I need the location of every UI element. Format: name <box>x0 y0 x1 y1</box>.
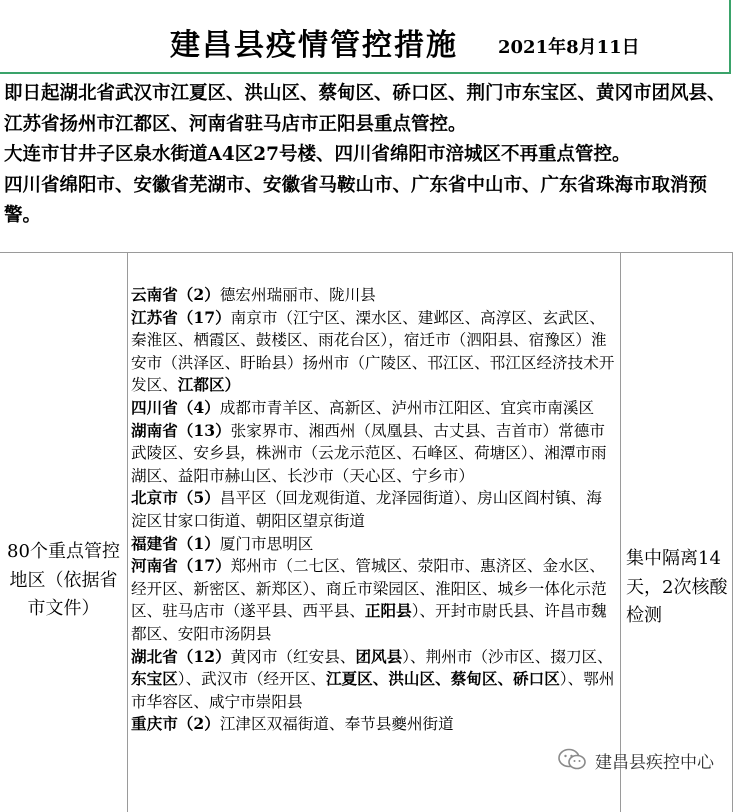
notice-lifted-control: 大连市甘井子区泉水街道A4区27号楼、四川省绵阳市涪城区不再重点管控。 <box>4 144 631 165</box>
highlighted-area: 江都区） <box>177 375 241 395</box>
area-list: ）、荆州市（沙市区、掇刀区、 <box>402 647 613 666</box>
area-list: ）、武汉市（经开区、 <box>177 670 326 689</box>
wechat-icon <box>557 747 587 773</box>
province-name: 江苏省（17） <box>131 307 231 327</box>
province-name: 湖北省（12） <box>131 646 231 666</box>
area-list: ）、开封市尉氏县、许昌市魏都区、安阳市汤阴县 <box>131 602 607 643</box>
area-list: 黄冈市（红安县、 <box>230 647 356 666</box>
province-name: 福建省（1） <box>131 533 220 553</box>
region-entry <box>131 307 617 397</box>
watermark-text: 建昌县疾控中心 <box>595 752 714 773</box>
area-list: ）、鄂州市华容区、咸宁市崇阳县 <box>131 670 615 711</box>
table-divider <box>620 252 621 812</box>
highlighted-area: 团风县 <box>355 646 403 666</box>
province-name: 重庆市（2） <box>131 714 220 734</box>
table-divider <box>127 252 128 812</box>
highlighted-area: 东宝区 <box>131 669 178 689</box>
area-list: 昌平区（回龙观街道、龙泽园街道）、房山区阎村镇、海淀区甘家口街道、朝阳区望京街道 <box>131 489 602 530</box>
region-entry <box>131 397 617 420</box>
province-name: 云南省（2） <box>131 285 220 304</box>
area-list: 郑州市（二七区、管城区、荥阳市、惠济区、金水区、经开区、新密区、新郑区）、商丘市梁园区、淮阳区、城乡一体化示范区、驻马店市（遂平县、西平县、 <box>131 557 607 621</box>
category-cell <box>0 252 127 792</box>
source-watermark <box>557 746 714 774</box>
notice-warning-cancelled: 四川省绵阳市、安徽省芜湖市、安徽省马鞍山市、广东省中山市、广东省珠海市取消预警。 <box>4 174 708 226</box>
province-name: 湖南省（13） <box>131 420 231 440</box>
table-divider <box>732 252 733 812</box>
province-name: 河南省（17） <box>131 556 231 576</box>
area-list: 江津区双福街道、奉节县夔州街道 <box>219 715 454 734</box>
highlighted-area: 江夏区、洪山区、蔡甸区、硚口区 <box>325 669 560 689</box>
region-entry <box>131 420 617 488</box>
province-name: 四川省（4） <box>131 397 220 417</box>
province-name: 北京市（5） <box>131 488 220 508</box>
notice-block <box>4 79 728 232</box>
measure-label: 集中隔离14天，2次核酸检测 <box>626 548 728 626</box>
notice-key-control: 即日起湖北省武汉市江夏区、洪山区、蔡甸区、硚口区、荆门市东宝区、黄冈市团风县、江苏省扬州市江都区、河南省驻马店市正阳县重点管控。 <box>4 83 726 135</box>
area-list: 成都市青羊区、高新区、泸州市江阳区、宜宾市南溪区 <box>219 398 595 417</box>
region-entry <box>131 646 617 714</box>
region-entry <box>131 533 617 556</box>
category-label: 80个重点管控地区（依据省市文件） <box>7 541 120 619</box>
area-list: 张家界市、湘西州（凤凰县、古丈县、吉首市）常德市武陵区、安乡县，株洲市（云龙示范区、石峰区、荷塘区）、湘潭市雨湖区、益阳市赫山区、长沙市（天心区、宁乡市） <box>131 421 607 485</box>
region-entry <box>131 713 617 736</box>
area-list: 南京市（江宁区、溧水区、建邺区、高淳区、玄武区、秦淮区、栖霞区、鼓楼区、雨花台区），宿迁市（泗阳县、宿豫区）淮安市（洪泽区、盱眙县）扬州市（广陵区、邗江区、邗江区经济技术开发区、 <box>131 308 615 395</box>
region-entry <box>131 487 617 532</box>
area-list: 厦门市思明区 <box>219 534 314 553</box>
control-table <box>0 252 733 812</box>
region-list <box>131 284 617 736</box>
region-entry <box>131 555 617 645</box>
page-title: 建昌县疫情管控措施 <box>170 28 458 63</box>
region-entry <box>131 284 617 307</box>
title-bar <box>0 0 731 74</box>
area-list: 德宏州瑞丽市、陇川县 <box>219 286 376 304</box>
publish-date: 2021年8月11日 <box>498 37 640 58</box>
highlighted-area: 正阳县 <box>364 601 412 621</box>
